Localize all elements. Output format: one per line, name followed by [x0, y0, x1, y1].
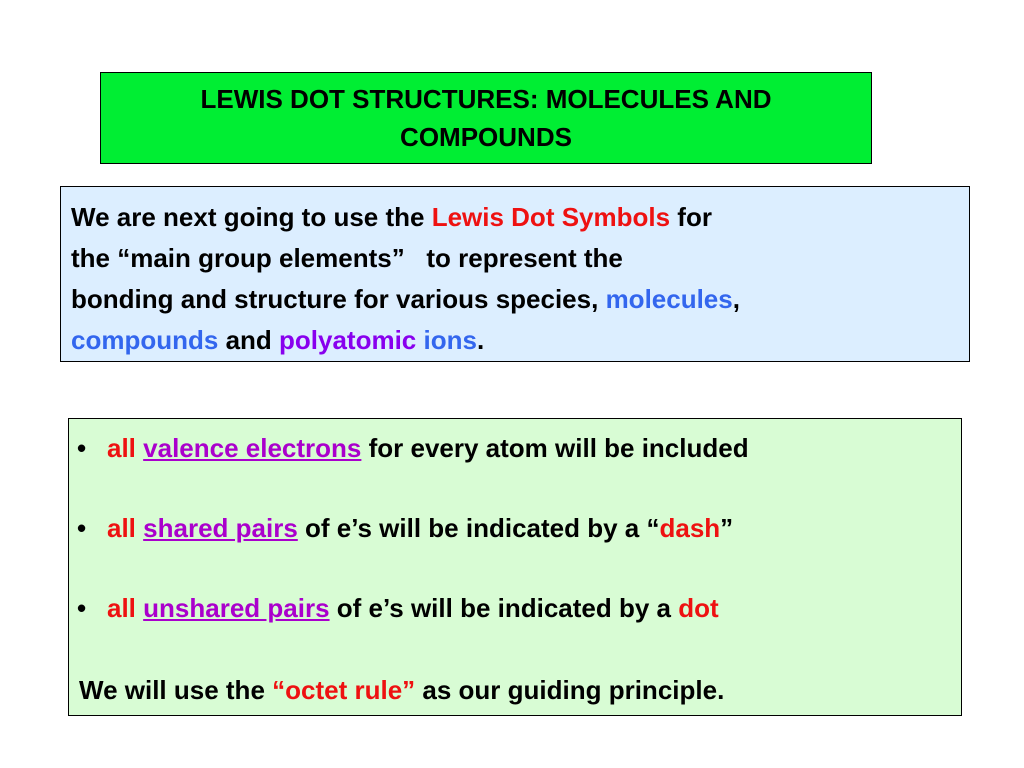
intro-line-2: the “main group elements” to represent the: [71, 243, 623, 273]
title-line-2: COMPOUNDS: [400, 122, 572, 152]
closing-statement: [79, 675, 724, 706]
compounds-term: compounds: [71, 325, 219, 355]
intro-line-3: [71, 279, 969, 320]
list-item-text: of e’s will be indicated by a “: [297, 513, 660, 543]
intro-paragraph: [60, 186, 970, 362]
slide-title: [100, 72, 872, 164]
list-item-text: for every atom will be included: [361, 433, 749, 463]
molecules-term: molecules: [605, 284, 733, 314]
bullet-marker: •: [77, 593, 87, 623]
intro-text: .: [476, 325, 485, 355]
intro-text: ,: [732, 284, 740, 314]
bullet-marker: •: [77, 433, 87, 463]
bullet-marker: •: [77, 513, 87, 543]
list-item: [77, 433, 749, 464]
intro-line-4: [71, 320, 969, 361]
list-item: [77, 513, 733, 544]
lewis-dot-symbols-term: Lewis Dot Symbols: [431, 202, 671, 232]
dot-keyword: dot: [678, 593, 719, 623]
closing-text: We will use the: [79, 675, 273, 705]
all-keyword: all: [107, 513, 136, 543]
rules-list: [68, 418, 962, 716]
valence-electrons-term: valence electrons: [143, 433, 362, 463]
list-item: [77, 593, 719, 624]
intro-line-1: [71, 197, 969, 238]
list-item-text: of e’s will be indicated by a: [329, 593, 679, 623]
title-line-1: LEWIS DOT STRUCTURES: MOLECULES AND: [200, 84, 772, 114]
all-keyword: all: [107, 433, 136, 463]
intro-text: and: [218, 325, 280, 355]
intro-text: bonding and structure for various species,: [71, 284, 606, 314]
dash-keyword: dash: [659, 513, 721, 543]
polyatomic-term: polyatomic: [279, 325, 417, 355]
closing-text: as our guiding principle.: [415, 675, 725, 705]
ions-term: ions: [416, 325, 477, 355]
all-keyword: all: [107, 593, 136, 623]
octet-rule-term: “octet rule”: [272, 675, 416, 705]
shared-pairs-term: shared pairs: [143, 513, 298, 543]
unshared-pairs-term: unshared pairs: [143, 593, 330, 623]
intro-text: We are next going to use the: [71, 202, 432, 232]
intro-text: for: [670, 202, 712, 232]
list-item-text: ”: [720, 513, 734, 543]
